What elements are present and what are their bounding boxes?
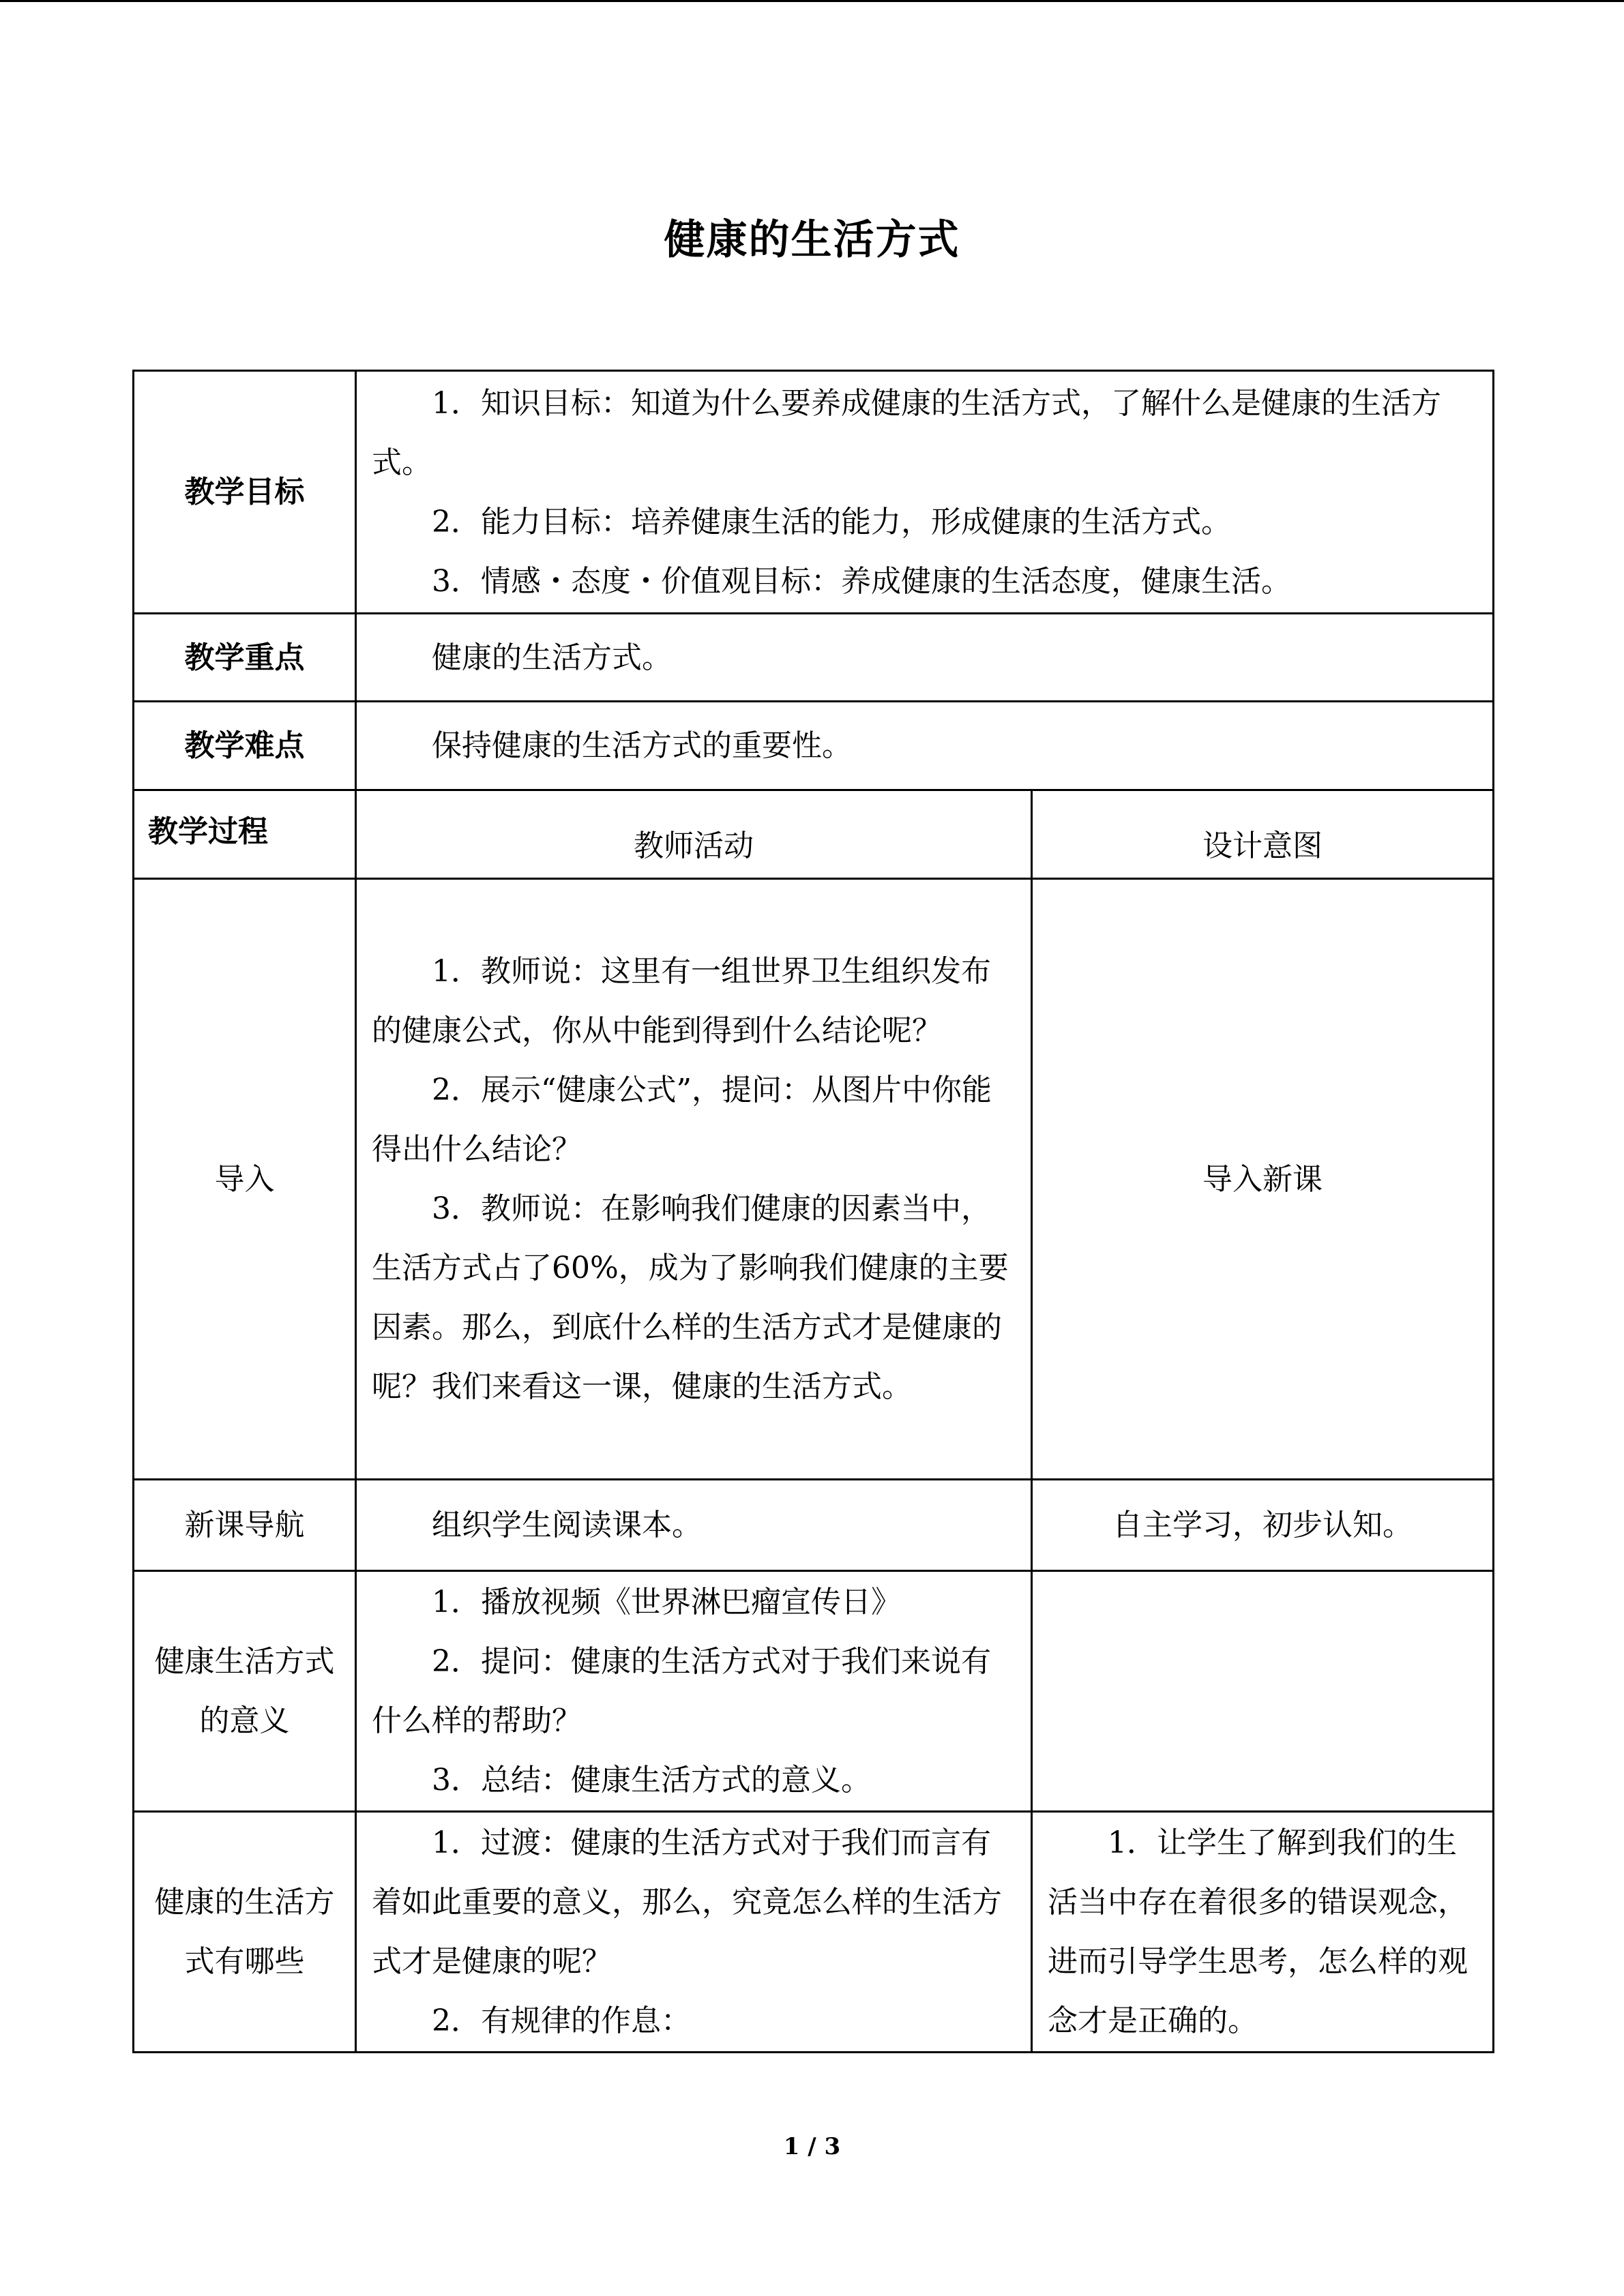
design-intent-cell bbox=[1032, 1812, 1494, 2053]
activity-item: 2．展示“健康公式”，提问：从图片中你能得出什么结论？ bbox=[372, 1073, 992, 1167]
page-number: 1 / 3 bbox=[783, 2133, 841, 2160]
difficulty-label: 教学难点 bbox=[134, 702, 356, 790]
objective-item: 2．能力目标：培养健康生活的能力，形成健康的生活方式。 bbox=[432, 504, 1231, 539]
design-intent-cell: 自主学习，初步认知。 bbox=[1032, 1480, 1494, 1571]
activity-item: 组织学生阅读课本。 bbox=[432, 1508, 702, 1542]
key-point-row bbox=[134, 614, 1494, 702]
difficulty-content bbox=[356, 702, 1494, 790]
key-point-label: 教学重点 bbox=[134, 614, 356, 702]
stage-label: 新课导航 bbox=[134, 1480, 356, 1571]
activity-item: 1．过渡：健康的生活方式对于我们而言有着如此重要的意义，那么，究竟怎么样的生活方式才是健康的呢？ bbox=[372, 1825, 1002, 1979]
activity-item: 1．播放视频《世界淋巴瘤宣传日》 bbox=[432, 1585, 901, 1620]
objectives-content bbox=[356, 371, 1494, 614]
activity-item: 2．有规律的作息： bbox=[432, 2003, 691, 2038]
design-intent-header: 设计意图 bbox=[1032, 790, 1494, 879]
key-point-content bbox=[356, 614, 1494, 702]
process-row-navigation bbox=[134, 1480, 1494, 1571]
stage-label: 健康生活方式的意义 bbox=[134, 1571, 356, 1812]
teacher-activity-cell bbox=[356, 1480, 1032, 1571]
key-point-text: 健康的生活方式。 bbox=[432, 640, 672, 675]
stage-label: 健康的生活方式有哪些 bbox=[134, 1812, 356, 2053]
process-label: 教学过程 bbox=[134, 790, 356, 879]
stage-label: 导入 bbox=[134, 879, 356, 1480]
document-title: 健康的生活方式 bbox=[664, 216, 960, 264]
activity-item: 2．提问：健康的生活方式对于我们来说有什么样的帮助？ bbox=[372, 1644, 991, 1738]
teacher-activity-cell bbox=[356, 879, 1032, 1480]
difficulty-text: 保持健康的生活方式的重要性。 bbox=[432, 728, 852, 763]
process-row-intro bbox=[134, 879, 1494, 1480]
objective-item: 1．知识目标：知道为什么要养成健康的生活方式，了解什么是健康的生活方式。 bbox=[372, 385, 1441, 480]
intent-item: 1．让学生了解到我们的生活当中存在着很多的错误观念，进而引导学生思考，怎么样的观念才是正确的。 bbox=[1048, 1825, 1468, 2038]
process-row-significance bbox=[134, 1571, 1494, 1812]
objectives-row bbox=[134, 371, 1494, 614]
objectives-label: 教学目标 bbox=[134, 371, 356, 614]
teacher-activity-cell bbox=[356, 1812, 1032, 2053]
activity-item: 3．教师说：在影响我们健康的因素当中，生活方式占了60%，成为了影响我们健康的主要因素。那么，到底什么样的生活方式才是健康的呢？我们来看这一课，健康的生活方式。 bbox=[372, 1191, 1009, 1404]
activity-item: 1．教师说：这里有一组世界卫生组织发布的健康公式，你从中能到得到什么结论呢？ bbox=[372, 954, 991, 1048]
design-intent-cell bbox=[1032, 1571, 1494, 1812]
process-row-lifestyles bbox=[134, 1812, 1494, 2053]
design-intent-cell: 导入新课 bbox=[1032, 879, 1494, 1480]
activity-item: 3．总结：健康生活方式的意义。 bbox=[432, 1763, 871, 1798]
teacher-activity-header: 教师活动 bbox=[356, 790, 1032, 879]
top-border-line bbox=[0, 0, 1624, 2]
difficulty-row bbox=[134, 702, 1494, 790]
process-header-row bbox=[134, 790, 1494, 879]
teacher-activity-cell bbox=[356, 1571, 1032, 1812]
lesson-plan-table bbox=[132, 370, 1494, 2053]
objective-item: 3．情感・态度・价值观目标：养成健康的生活态度，健康生活。 bbox=[432, 563, 1291, 599]
